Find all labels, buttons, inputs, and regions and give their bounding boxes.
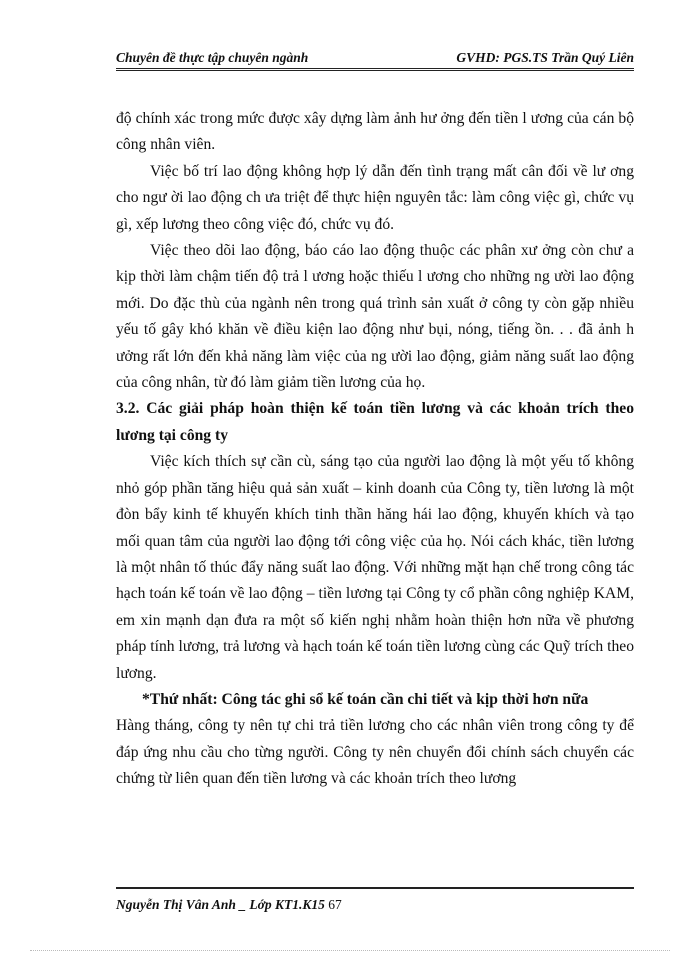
page-header [116,44,634,71]
paragraph-2: Việc bố trí lao động không hợp lý dẫn đến tình trạng mất cân đối về lư ơng cho ngư ời lao động ch ưa triệt để thực hiện nguyên tắc: làm công việc gì, chức vụ gì, xếp lương theo công việc đó, chức vụ đó. [116,162,634,233]
paragraph-1: độ chính xác trong mức được xây dựng làm ảnh hư ởng đến tiền l ương của cán bộ công nhân viên. [116,110,634,154]
paragraph-3: Việc theo dõi lao động, báo cáo lao động thuộc các phân xư ởng còn chư a kịp thời làm chậm tiến độ trả l ương hoặc thiếu l ương cho những ng ười lao động mới. Do đặc thù của ngành nên trong quá trình sản xuất ở công ty còn gặp nhiều yếu tố gây khó khăn về điều kiện lao động như bụi, nóng, tiếng ồn. . . đã ảnh h ưởng rất lớn đến khả năng làm việc của ng ười lao động, giảm năng suất lao động của công nhân, từ đó làm giảm tiền lương của họ. [116,242,634,392]
header-supervisor: GVHD: PGS.TS Trần Quý Liên [456,50,634,65]
page-number: 67 [328,897,342,912]
body-text [116,106,634,793]
section-heading: 3.2. Các giải pháp hoàn thiện kế toán tiền lương và các khoản trích theo lương tại công ty [116,400,634,444]
subheading: *Thứ nhất: Công tác ghi sổ kế toán cần chi tiết và kịp thời hơn nữa [142,690,589,708]
paragraph-5: Hàng tháng, công ty nên tự chi trả tiền lương cho các nhân viên trong công ty để đáp ứng nhu cầu cho từng người. Công ty nên chuyển đổi chính sách chuyển các chứng từ liên quan đến tiền lương và các khoản trích theo lương [116,717,634,788]
footer-author: Nguyễn Thị Vân Anh _ Lớp KT1.K15 [116,897,325,912]
paragraph-4: Việc kích thích sự cần cù, sáng tạo của người lao động là một yếu tố không nhỏ góp phần tăng hiệu quả sản xuất – kinh doanh của Công ty, tiền lương là một đòn bẩy kinh tế khuyến khích tinh thần hăng hái lao động, khuyến khích và tạo mối quan tâm của người lao động tới công việc của họ. Nói cách khác, tiền lương là một nhân tố thúc đẩy năng suất lao động. Với những mặt hạn chế trong công tác hạch toán kế toán về lao động – tiền lương tại Công ty cổ phần công nghiệp KAM, em xin mạnh dạn đưa ra một số kiến nghị nhằm hoàn thiện hơn nữa về phương pháp tính lương, trả lương và hạch toán kế toán tiền lương cùng các Quỹ trích theo lương. [116,453,634,682]
header-title: Chuyên đề thực tập chuyên ngành [116,50,309,65]
page-footer [116,887,634,913]
page-bottom-divider [30,950,670,951]
